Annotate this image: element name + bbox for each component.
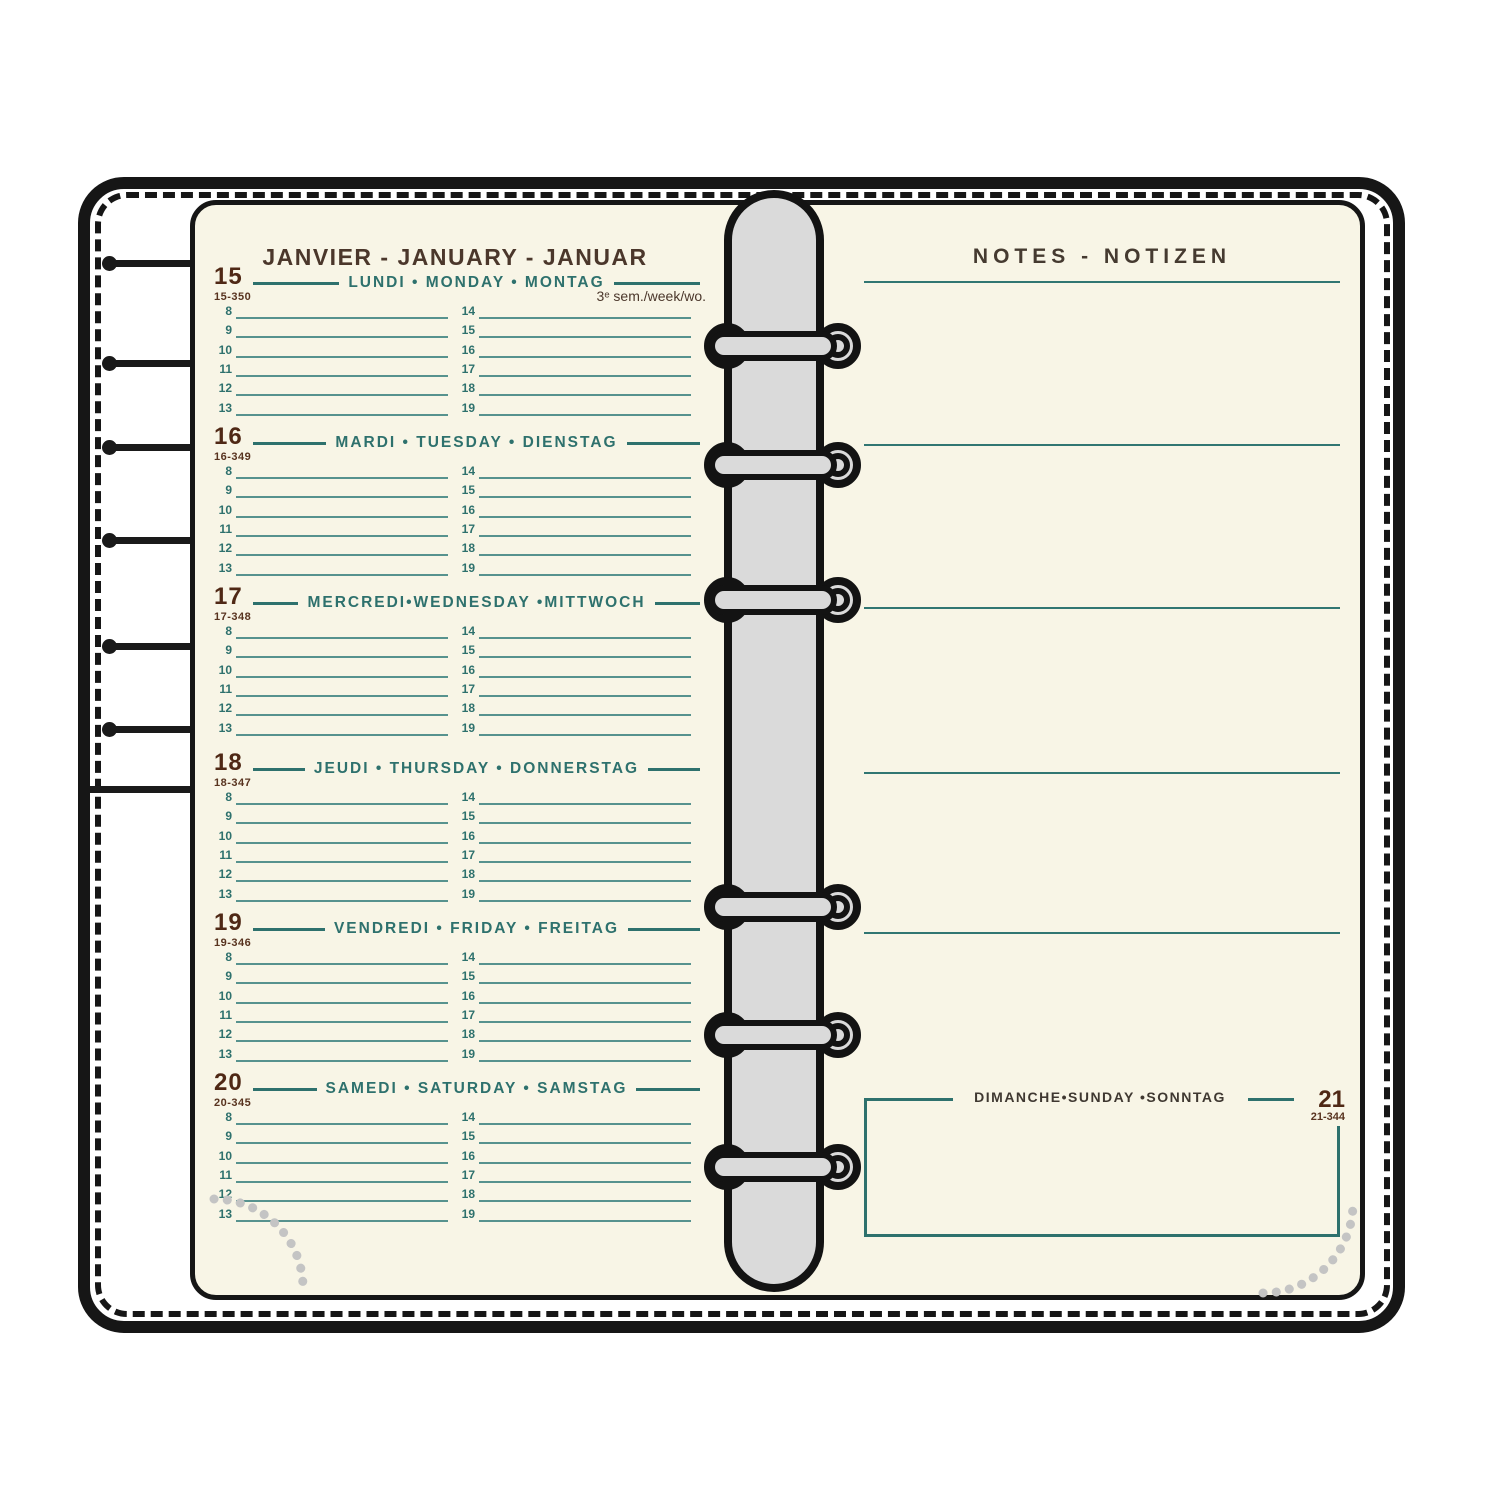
sunday-box-left-border (864, 1098, 867, 1237)
day-date: 20 (214, 1069, 243, 1096)
day-label-text: MERCREDI•WEDNESDAY •MITTWOCH (298, 594, 654, 611)
day-ordinal: 19-346 (214, 937, 252, 949)
hour-number: 14 (461, 790, 475, 804)
hour-number: 14 (461, 464, 475, 478)
hour-line (479, 1021, 691, 1023)
hour-number: 17 (461, 681, 475, 696)
hour-number: 11 (219, 847, 232, 862)
hour-line (236, 1220, 448, 1222)
hour-number: 13 (218, 1206, 232, 1221)
hour-number: 18 (461, 1027, 475, 1042)
hour-line (479, 861, 691, 863)
day-ordinal: 17-348 (214, 611, 252, 623)
hour-line (236, 842, 448, 844)
sunday-box-right-border (1337, 1126, 1340, 1237)
cover-pocket-edge (90, 786, 191, 793)
day-ordinal: 18-347 (214, 777, 252, 789)
hour-number: 16 (461, 662, 475, 677)
hour-line (236, 516, 448, 518)
day-date: 17 (214, 583, 243, 610)
hour-number: 19 (461, 400, 475, 415)
hour-line (236, 496, 448, 498)
hour-line (479, 963, 691, 965)
hour-number: 18 (461, 381, 475, 396)
card-slot-line (102, 255, 190, 271)
hour-number: 9 (225, 1129, 232, 1144)
hour-number: 15 (461, 969, 475, 984)
hour-line (479, 803, 691, 805)
card-slot-line (102, 638, 190, 654)
day-date: 18 (214, 749, 243, 776)
card-slot-bar (109, 726, 190, 733)
sunday-box-top-right-segment (1248, 1098, 1294, 1101)
hour-line (236, 1060, 448, 1062)
hour-number: 16 (461, 988, 475, 1003)
hour-line (236, 1040, 448, 1042)
hour-number: 10 (218, 502, 232, 517)
hour-number: 12 (218, 1187, 232, 1202)
hour-number: 17 (461, 361, 475, 376)
sunday-label: DIMANCHE•SUNDAY •SONNTAG (974, 1089, 1226, 1105)
hour-number: 10 (218, 662, 232, 677)
hour-number: 13 (218, 720, 232, 735)
card-slot-line (102, 532, 190, 548)
hour-line (479, 535, 691, 537)
card-slot-bar (109, 643, 190, 650)
hour-line (236, 535, 448, 537)
hour-number: 9 (225, 643, 232, 658)
day-label-text: MARDI • TUESDAY • DIENSTAG (326, 434, 626, 451)
day-date: 15 (214, 263, 243, 290)
hour-line (236, 880, 448, 882)
hour-number: 12 (218, 1027, 232, 1042)
notes-ruled-line (864, 281, 1340, 283)
ring-crossbar (709, 450, 837, 480)
hour-line (479, 574, 691, 576)
hour-number: 12 (218, 541, 232, 556)
hour-number: 15 (461, 323, 475, 338)
hour-number: 15 (461, 809, 475, 824)
hour-number: 8 (225, 304, 232, 318)
hour-line (236, 394, 448, 396)
hour-number: 15 (461, 1129, 475, 1144)
hour-number: 19 (461, 720, 475, 735)
card-slot-bar (109, 360, 190, 367)
hour-line (236, 574, 448, 576)
ring-crossbar (709, 585, 837, 615)
hour-line (236, 803, 448, 805)
day-label (253, 593, 700, 613)
hour-number: 11 (219, 521, 232, 536)
hour-line (236, 1162, 448, 1164)
hour-number: 13 (218, 1046, 232, 1061)
hour-line (479, 1002, 691, 1004)
day-label (253, 1079, 700, 1099)
hour-line (236, 637, 448, 639)
hour-line (479, 477, 691, 479)
hour-line (479, 496, 691, 498)
hour-line (479, 637, 691, 639)
day-label-text: VENDREDI • FRIDAY • FREITAG (325, 920, 628, 937)
card-slot-line (102, 439, 190, 455)
notes-header: NOTES - NOTIZEN (972, 245, 1232, 268)
day-label (253, 759, 700, 779)
card-slot-line (102, 721, 190, 737)
hour-number: 19 (461, 886, 475, 901)
ring-crossbar (709, 331, 837, 361)
hour-line (479, 1040, 691, 1042)
hour-line (479, 1123, 691, 1125)
hour-number: 17 (461, 1167, 475, 1182)
hour-number: 17 (461, 521, 475, 536)
card-slot-line (102, 355, 190, 371)
hour-number: 10 (218, 988, 232, 1003)
hour-number: 11 (219, 681, 232, 696)
hour-line (236, 356, 448, 358)
hour-number: 18 (461, 701, 475, 716)
day-ordinal: 15-350 (214, 291, 252, 303)
hour-number: 8 (225, 790, 232, 804)
hour-number: 14 (461, 950, 475, 964)
hour-number: 14 (461, 624, 475, 638)
week-number-note: 3ᵉ sem./week/wo. (596, 288, 706, 304)
hour-number: 15 (461, 643, 475, 658)
hour-line (236, 1142, 448, 1144)
day-date: 19 (214, 909, 243, 936)
hour-number: 12 (218, 381, 232, 396)
hour-line (236, 822, 448, 824)
hour-number: 11 (219, 361, 232, 376)
hour-number: 8 (225, 1110, 232, 1124)
hour-number: 14 (461, 304, 475, 318)
hour-line (236, 477, 448, 479)
notes-ruled-line (864, 772, 1340, 774)
hour-number: 9 (225, 483, 232, 498)
day-label (253, 919, 700, 939)
hour-line (479, 394, 691, 396)
day-ordinal: 20-345 (214, 1097, 252, 1109)
hour-number: 8 (225, 464, 232, 478)
hour-number: 12 (218, 701, 232, 716)
hour-number: 16 (461, 342, 475, 357)
hour-number: 10 (218, 342, 232, 357)
hour-number: 17 (461, 1007, 475, 1022)
day-date: 16 (214, 423, 243, 450)
hour-line (479, 714, 691, 716)
hour-line (236, 1123, 448, 1125)
hour-number: 12 (218, 867, 232, 882)
notes-ruled-line (864, 607, 1340, 609)
hour-number: 15 (461, 483, 475, 498)
hour-number: 18 (461, 1187, 475, 1202)
notes-ruled-line (864, 444, 1340, 446)
hour-number: 8 (225, 950, 232, 964)
hour-line (479, 822, 691, 824)
hour-line (479, 516, 691, 518)
hour-number: 16 (461, 1148, 475, 1163)
card-slot-bar (109, 537, 190, 544)
hour-line (236, 963, 448, 965)
hour-line (479, 317, 691, 319)
sunday-date: 21 (1318, 1086, 1345, 1113)
hour-number: 11 (219, 1007, 232, 1022)
hour-line (479, 880, 691, 882)
hour-line (236, 734, 448, 736)
hour-line (479, 734, 691, 736)
hour-number: 9 (225, 809, 232, 824)
hour-line (236, 1181, 448, 1183)
ring-crossbar (709, 1152, 837, 1182)
hour-line (479, 842, 691, 844)
hour-line (479, 1060, 691, 1062)
hour-line (479, 695, 691, 697)
ring-crossbar (709, 1020, 837, 1050)
hour-line (236, 336, 448, 338)
hour-line (236, 676, 448, 678)
hour-number: 13 (218, 400, 232, 415)
hour-number: 10 (218, 828, 232, 843)
hour-line (236, 317, 448, 319)
ring-crossbar (709, 892, 837, 922)
hour-line (236, 714, 448, 716)
hour-number: 19 (461, 1046, 475, 1061)
hour-line (479, 1142, 691, 1144)
hour-line (479, 375, 691, 377)
hour-number: 13 (218, 560, 232, 575)
hour-line (479, 356, 691, 358)
hour-number: 18 (461, 867, 475, 882)
month-header: JANVIER - JANUARY - JANUAR (262, 244, 648, 270)
sunday-box-bottom-border (864, 1234, 1340, 1237)
day-label-text: LUNDI • MONDAY • MONTAG (339, 274, 613, 291)
day-ordinal: 16-349 (214, 451, 252, 463)
hour-number: 19 (461, 1206, 475, 1221)
hour-line (236, 656, 448, 658)
hour-line (479, 554, 691, 556)
hour-line (236, 414, 448, 416)
hour-line (479, 1220, 691, 1222)
hour-line (479, 900, 691, 902)
day-label-text: SAMEDI • SATURDAY • SAMSTAG (317, 1080, 637, 1097)
hour-line (479, 1162, 691, 1164)
sunday-box-top-left-segment (864, 1098, 953, 1101)
hour-line (236, 982, 448, 984)
hour-line (479, 656, 691, 658)
hour-number: 14 (461, 1110, 475, 1124)
hour-number: 11 (219, 1167, 232, 1182)
hour-line (479, 1181, 691, 1183)
hour-line (479, 336, 691, 338)
hour-number: 8 (225, 624, 232, 638)
hour-line (236, 375, 448, 377)
hour-number: 18 (461, 541, 475, 556)
hour-line (236, 1021, 448, 1023)
hour-line (236, 554, 448, 556)
day-label (253, 433, 700, 453)
hour-line (479, 1200, 691, 1202)
hour-line (479, 982, 691, 984)
card-slot-bar (109, 444, 190, 451)
hour-number: 13 (218, 886, 232, 901)
hour-line (236, 1002, 448, 1004)
sunday-ordinal: 21-344 (1310, 1111, 1345, 1123)
hour-line (479, 414, 691, 416)
card-slot-bar (109, 260, 190, 267)
hour-line (236, 695, 448, 697)
hour-number: 10 (218, 1148, 232, 1163)
notes-ruled-line (864, 932, 1340, 934)
day-label-text: JEUDI • THURSDAY • DONNERSTAG (305, 760, 648, 777)
hour-number: 19 (461, 560, 475, 575)
hour-number: 9 (225, 323, 232, 338)
hour-number: 16 (461, 828, 475, 843)
hour-line (479, 676, 691, 678)
hour-line (236, 1200, 448, 1202)
hour-line (236, 900, 448, 902)
hour-line (236, 861, 448, 863)
hour-number: 16 (461, 502, 475, 517)
hour-number: 9 (225, 969, 232, 984)
hour-number: 17 (461, 847, 475, 862)
